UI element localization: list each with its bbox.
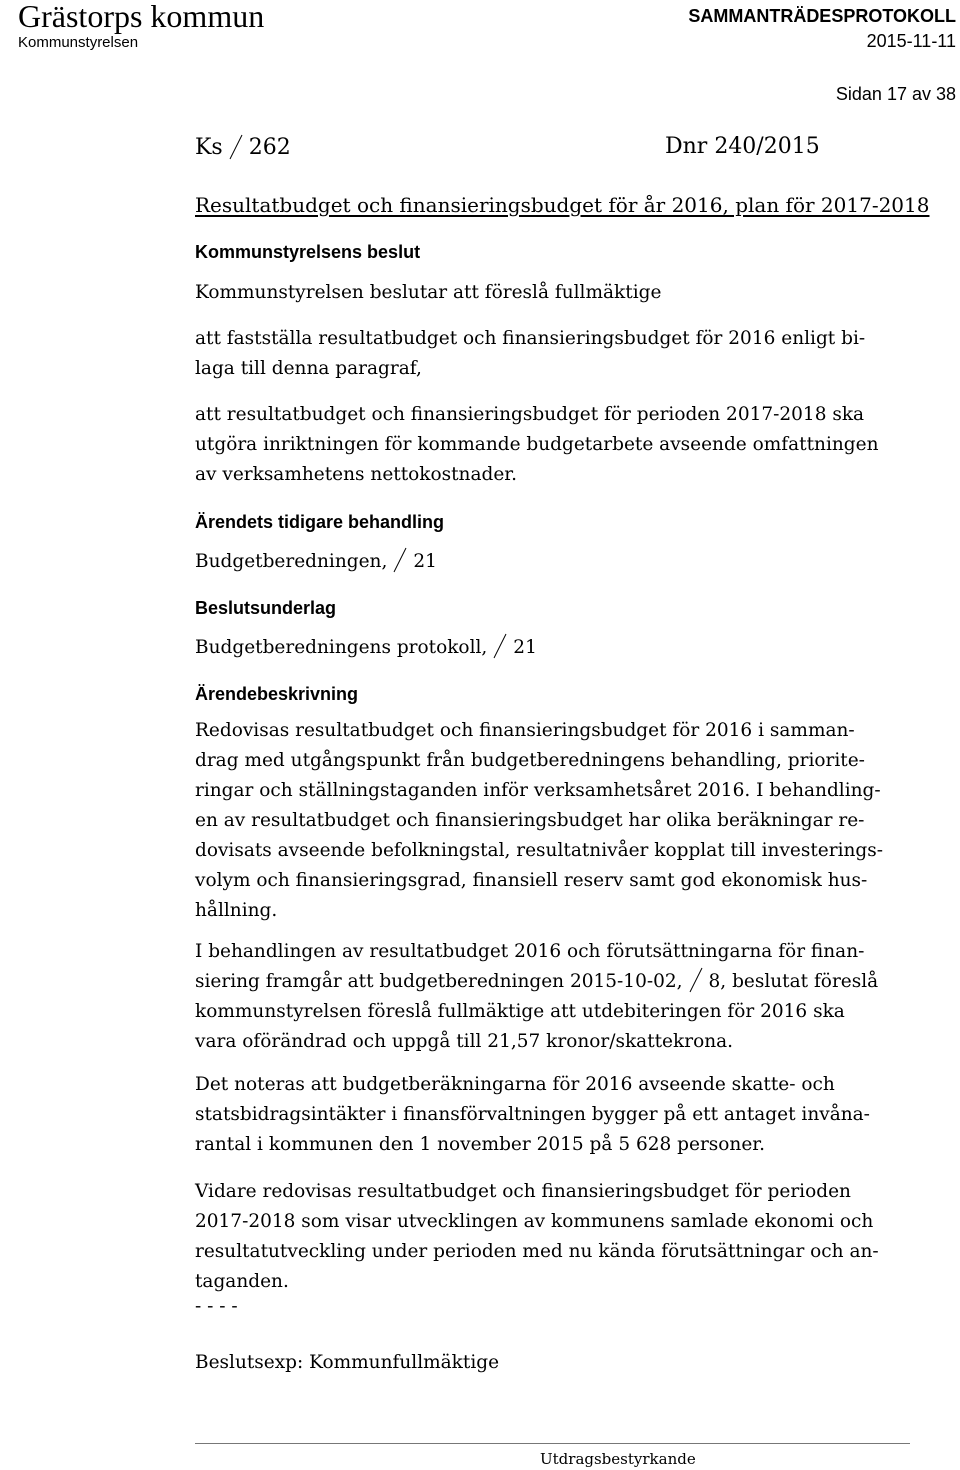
text-line: att resultatbudget och finansieringsbudget för perioden 2017-2018 ska [195, 404, 865, 425]
description-paragraph-1 [195, 716, 915, 926]
ks-prefix: Ks [195, 135, 223, 160]
section-sign-icon [493, 633, 507, 659]
section-sign-icon [689, 967, 703, 993]
section-end-dashes: - - - - [195, 1296, 238, 1317]
description-paragraph-4 [195, 1177, 915, 1297]
text-line: laga till denna paragraf, [195, 358, 422, 379]
text-line: Vidare redovisas resultatbudget och finansieringsbudget för perioden [195, 1181, 851, 1202]
text-line: kommunstyrelsen föreslå fullmäktige att utdebiteringen för 2016 ska [195, 1001, 845, 1022]
description-heading: Ärendebeskrivning [195, 684, 359, 704]
footer-divider [195, 1443, 910, 1444]
text-line: utgöra inriktningen för kommande budgetarbete avseende omfattningen [195, 434, 879, 455]
ks-number: 262 [248, 135, 291, 160]
text-line: volym och finansieringsgrad, finansiell reserv samt god ekonomisk hus- [195, 870, 868, 891]
text-line: resultatutveckling under perioden med nu kända förutsättningar och an- [195, 1241, 879, 1262]
description-paragraph-2 [195, 937, 915, 1057]
text-line: ringar och ställningstaganden inför verksamhetsåret 2016. I behandling- [195, 780, 881, 801]
text-line: hållning. [195, 900, 278, 921]
page-number: Sidan 17 av 38 [835, 84, 956, 104]
text-line: taganden. [195, 1271, 289, 1292]
basis-ref: 21 [513, 637, 537, 658]
previous-handling-heading: Ärendets tidigare behandling [195, 512, 445, 532]
previous-handling-ref: 21 [413, 551, 437, 572]
case-title: Resultatbudget och finansieringsbudget för år 2016, plan för 2017-2018 [195, 193, 930, 217]
text-line: en av resultatbudget och finansieringsbudget har olika beräkningar re- [195, 810, 865, 831]
dispatch-line: Beslutsexp: Kommunfullmäktige [195, 1352, 500, 1373]
department-name: Kommunstyrelsen [18, 34, 139, 51]
text-line: 2017-2018 som visar utvecklingen av kommunens samlade ekonomi och [195, 1211, 874, 1232]
text-line: dovisats avseende befolkningstal, resultatnivåer kopplat till investerings- [195, 840, 883, 861]
text-line: av verksamhetens nettokostnader. [195, 464, 517, 485]
previous-handling-label: Budgetberedningen, [195, 551, 388, 572]
text-line: vara oförändrad och uppgå till 21,57 kronor/skattekrona. [195, 1031, 734, 1052]
decision-heading: Kommunstyrelsens beslut [195, 242, 421, 262]
ks-reference [195, 134, 291, 160]
protocol-type: SAMMANTRÄDESPROTOKOLL [688, 6, 956, 26]
diary-number: Dnr 240/2015 [665, 134, 820, 159]
basis-heading: Beslutsunderlag [195, 598, 337, 618]
text-line: I behandlingen av resultatbudget 2016 och förutsättningarna för finan- [195, 941, 865, 962]
text-line: Det noteras att budgetberäkningarna för 2016 avseende skatte- och [195, 1074, 835, 1095]
signature-label: Utdragsbestyrkande [540, 1450, 696, 1468]
text-line: Redovisas resultatbudget och finansieringsbudget för 2016 i samman- [195, 720, 855, 741]
description-paragraph-3 [195, 1070, 915, 1160]
meeting-date: 2015-11-11 [866, 31, 956, 51]
text-line: att fastställa resultatbudget och finansieringsbudget för 2016 enligt bi- [195, 328, 866, 349]
text-line: rantal i kommunen den 1 november 2015 på 5 628 personer. [195, 1134, 765, 1155]
organization-name: Grästorps kommun [18, 0, 265, 34]
basis-text [195, 633, 537, 663]
text-line [195, 967, 915, 997]
section-sign-icon [393, 547, 407, 573]
decision-item-2 [195, 400, 915, 490]
decision-intro: Kommunstyrelsen beslutar att föreslå fullmäktige [195, 282, 662, 303]
text-line: drag med utgångspunkt från budgetberedningens behandling, priorite- [195, 750, 865, 771]
text-line: statsbidragsintäkter i finansförvaltningen bygger på ett antaget invåna- [195, 1104, 870, 1125]
text-fragment: siering framgår att budgetberedningen 2015-10-02, [195, 971, 683, 992]
decision-item-1 [195, 324, 915, 384]
text-fragment: 8, beslutat föreslå [708, 971, 879, 992]
basis-label: Budgetberedningens protokoll, [195, 637, 488, 658]
previous-handling-text [195, 547, 437, 577]
section-sign-icon [229, 134, 243, 160]
